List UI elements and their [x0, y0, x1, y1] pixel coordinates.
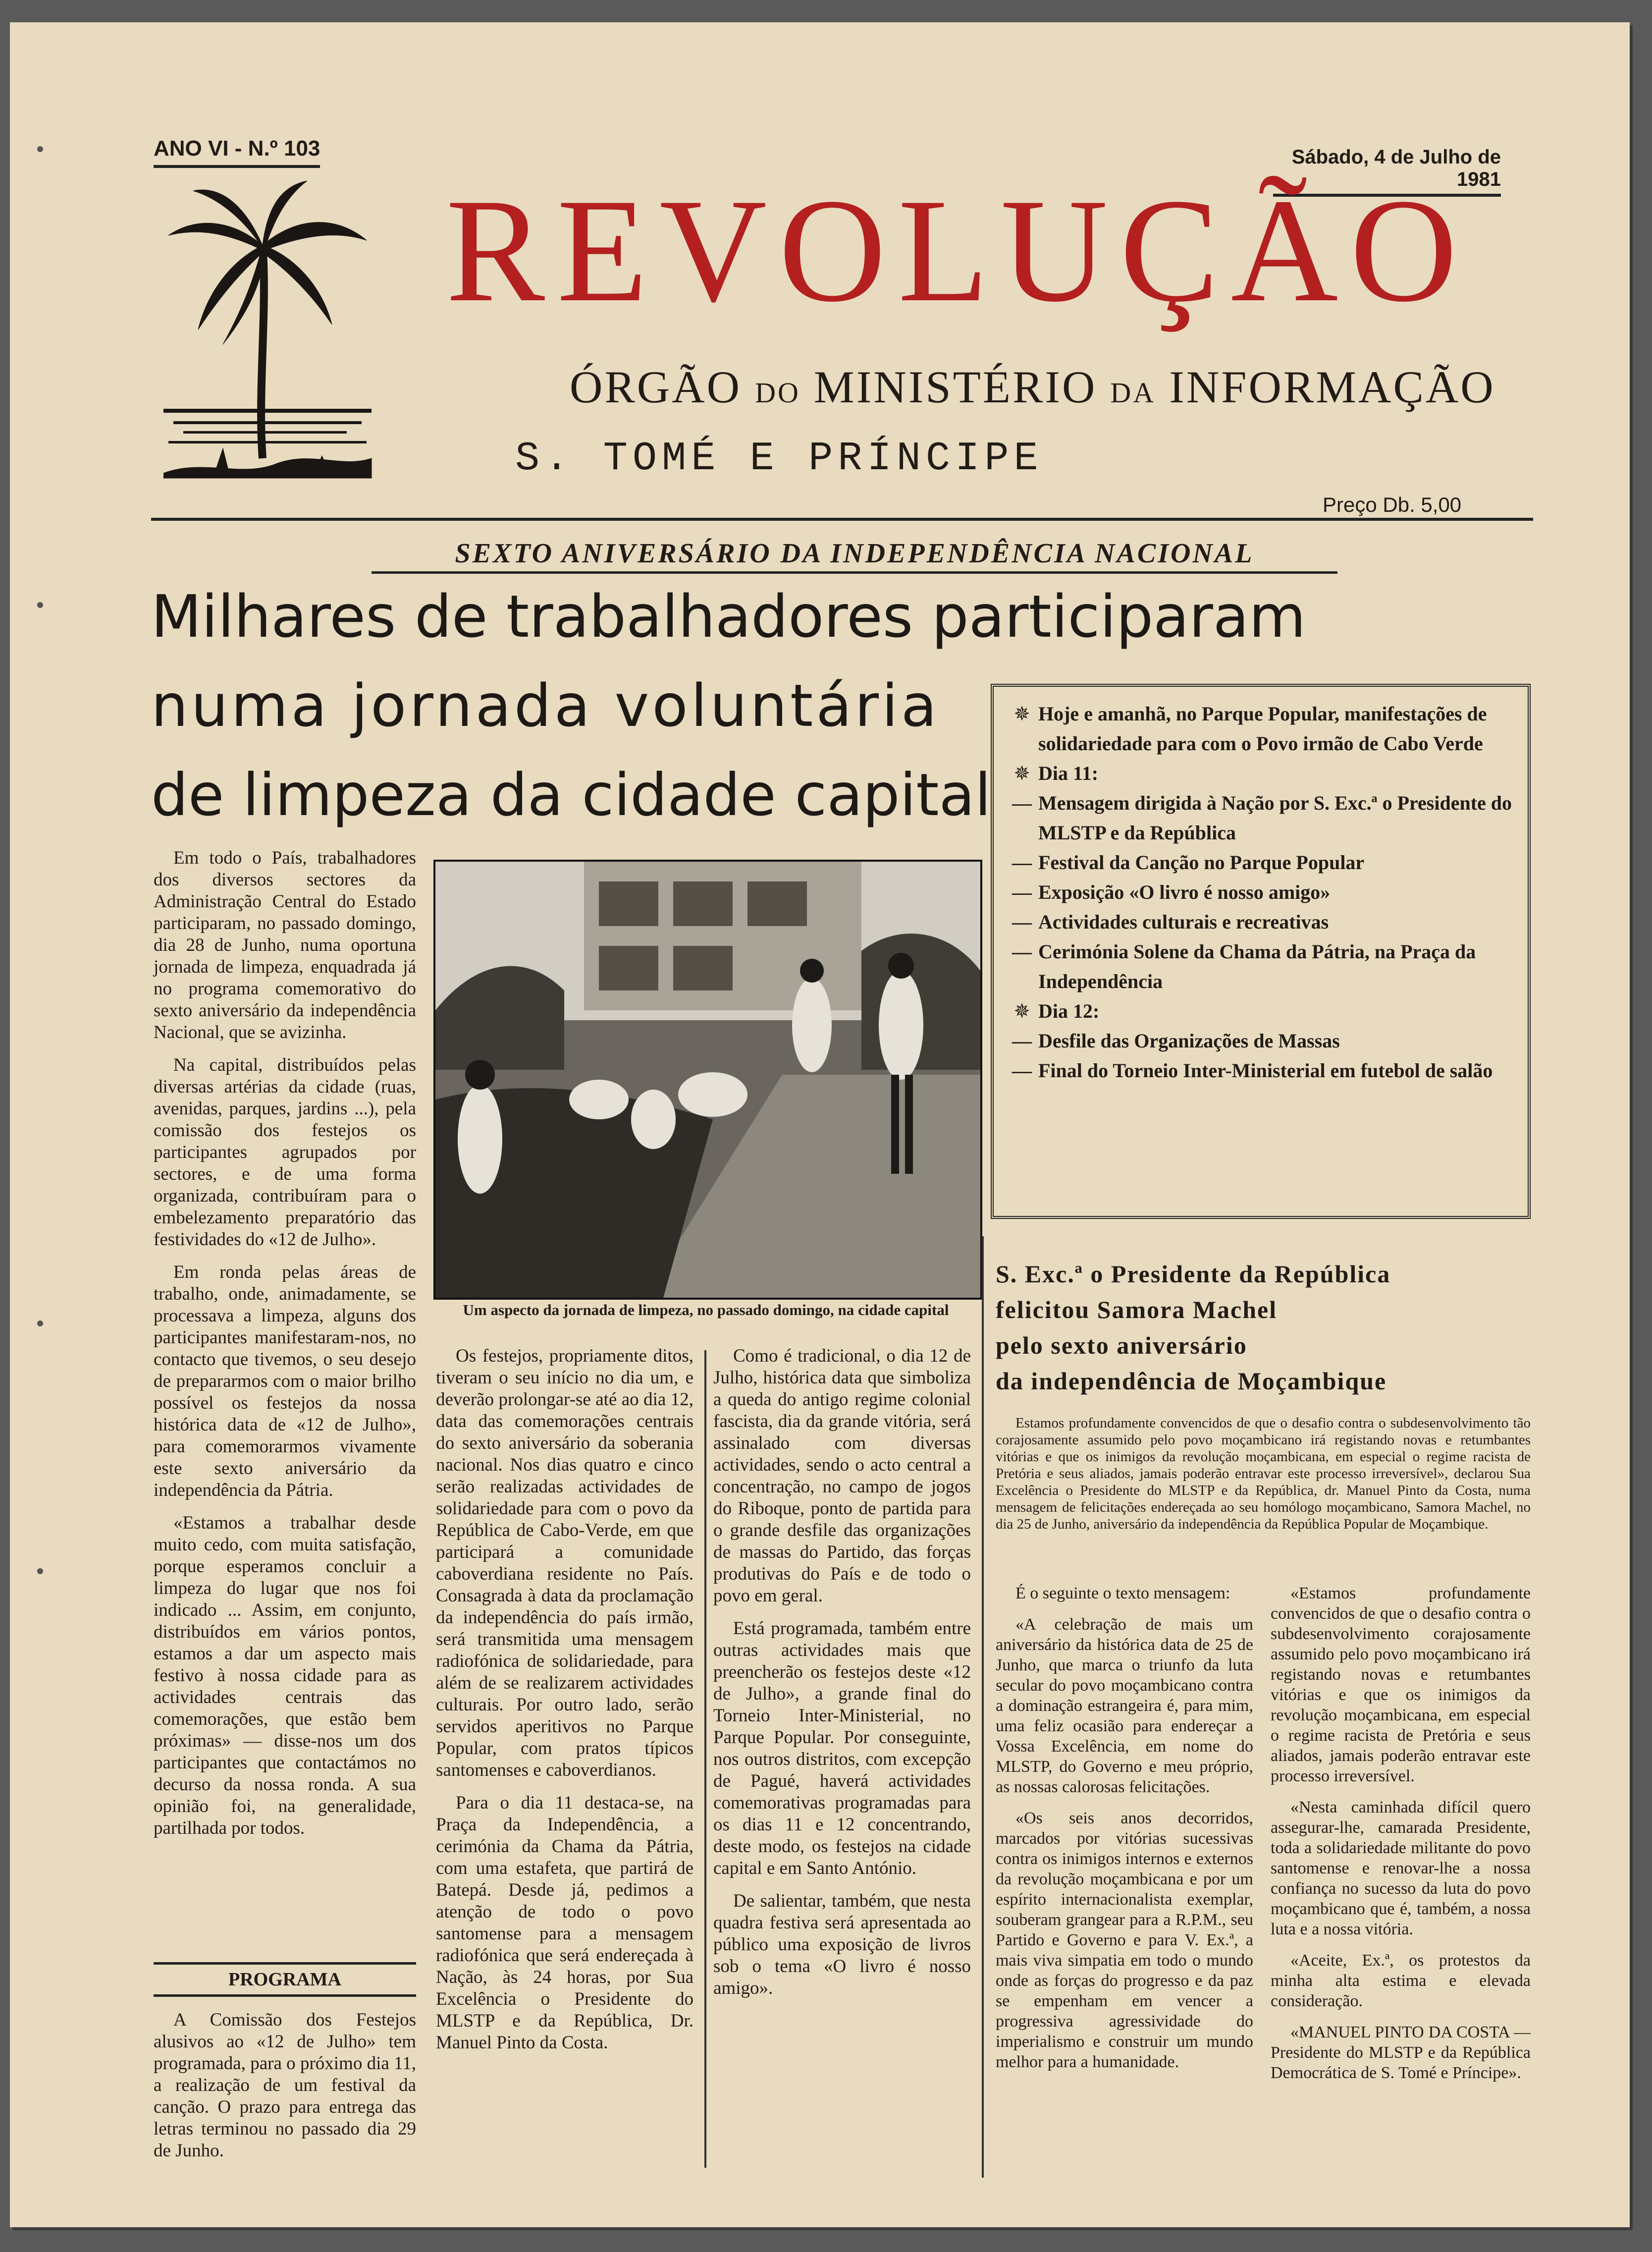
article-paragraph: «Nesta caminhada difícil quero assegurar-lhe, camarada Presidente, toda a solidariedade militante do povo santomense e renovar-lhe a nossa confiança no sucesso da luta do povo moçambicano que é, também, a nossa luta e a nossa vitória.	[1271, 1798, 1531, 1938]
article-column	[713, 1345, 971, 2010]
dash-bullet-icon: —	[1012, 1030, 1032, 1052]
program-item	[1009, 699, 1513, 759]
headline-line: da independência de Moçambique	[996, 1367, 1387, 1395]
article-column	[436, 1345, 693, 2065]
program-box	[991, 684, 1531, 1219]
article-paragraph: Está programada, também entre outras actividades mais que preencherão os festejos deste «12 de Julho», a grande final do Torneio Inter-Ministerial, no Parque Popular. Por conseguinte, nos outros distritos, com excepção de Pagué, haverá actividades comemorativas programadas para os dias 11 e 12 concentrando, deste modo, os festejos na cidade capital e em Santo António.	[713, 1618, 971, 1878]
article-paragraph: «A celebração de mais um aniversário da histórica data de 25 de Junho, que marca o triunfo da luta secular do povo moçambicano contra a dominação estrangeira é, para mim, uma feliz ocasião para endereçar a Vossa Excelência, em nome do MLSTP, do Governo e meu próprio, as nossas calorosas felicitações.	[996, 1615, 1253, 1796]
article-paragraph: «Estamos a trabalhar desde muito cedo, com muita satisfação, porque esperamos concluir a limpeza do lugar que nos foi indicado ... Assim, em conjunto, distribuídos em vários pontos, estamos a dar um aspecto mais festivo à nossa cidade para as actividades centrais das comemorações, que estão bem próximas» — disse-nos um dos participantes que contactámos no decurso da nossa ronda. A sua opinião foi, na generalidade, partilhada por todos.	[154, 1513, 416, 1838]
article-paragraph: Como é tradicional, o dia 12 de Julho, histórica data que simboliza a queda do antigo regime colonial fascista, dia da grande vitória, será assinalado com diversas actividades, sendo o acto central a concentração, no campo de jogos do Riboque, ponto de partida para o grande desfile das organizações de massas do Partido, das forças produtivas do País e de todo o povo em geral.	[713, 1346, 971, 1606]
program-item	[1009, 1056, 1513, 1086]
program-item-text: Actividades culturais e recreativas	[1038, 911, 1329, 933]
publisher-word: INFORMAÇÃO	[1169, 362, 1495, 412]
column-rule	[704, 1350, 706, 2168]
star-bullet-icon: ✵	[1013, 1000, 1030, 1022]
article-paragraph: Em ronda pelas áreas de trabalho, onde, animadamente, se processava a limpeza, alguns dos participantes manifestaram-nos, no contacto que tivemos, o seu desejo de prepararmos com o maior brilho possível os festejos da nossa histórica data de «12 de Julho», para comemorarmos vivamente este sexto aniversário da independência da Pátria.	[154, 1262, 416, 1500]
article-paragraph: «Aceite, Ex.ª, os protestos da minha alta estima e elevada consideração.	[1271, 1951, 1531, 2010]
photo-illustration	[435, 862, 980, 1298]
dash-bullet-icon: —	[1012, 792, 1032, 814]
program-item	[1009, 878, 1513, 907]
publisher-line	[570, 364, 1495, 410]
article-column	[154, 847, 416, 1850]
column-rule	[982, 1236, 984, 2178]
article-paragraph: Na capital, distribuídos pelas diversas artérias da cidade (ruas, avenidas, parques, jardins ...), pela comissão dos festejos os participantes agrupados por sectores, e de uma forma organizada, contribuíram para o embelezamento preparatório das festividades do «12 de Julho».	[154, 1055, 416, 1250]
program-item-text: Desfile das Organizações de Massas	[1038, 1030, 1340, 1052]
article-paragraph: A Comissão dos Festejos alusivos ao «12 de Julho» tem programada, para o próximo dia 11, a realização de um festival da canção. O prazo para entrega das letras terminou no passado dia 29 de Junho.	[154, 2010, 416, 2161]
newspaper-page	[10, 22, 1630, 2227]
program-item	[1009, 788, 1513, 848]
article-paragraph: De salientar, também, que nesta quadra festiva será apresentada ao público uma exposição de livros sob o tema «O livro é nosso amigo».	[713, 1891, 971, 1998]
program-heading: PROGRAMA	[154, 1962, 416, 1997]
margin-dot	[37, 1320, 43, 1326]
photo-caption: Um aspecto da jornada de limpeza, no passado domingo, na cidade capital	[463, 1301, 949, 1318]
star-bullet-icon: ✵	[1013, 703, 1030, 725]
program-item-text: Festival da Canção no Parque Popular	[1038, 851, 1365, 874]
article-paragraph: Para o dia 11 destaca-se, na Praça da Independência, a cerimónia da Chama da Pátria, com uma estafeta, que partirá de Batepá. Desde já, pedimos a atenção de todo o povo santomense para a mensagem radiofónica que será endereçada à Nação, às 24 horas, por Sua Excelência o Presidente do MLSTP e da República, Dr. Manuel Pinto da Costa.	[436, 1793, 693, 2053]
dash-bullet-icon: —	[1012, 851, 1032, 874]
side-headline	[996, 1256, 1531, 1399]
headline-line: Milhares de trabalhadores participaram	[151, 582, 1306, 651]
headline-line: numa jornada voluntária	[151, 671, 940, 740]
margin-dot	[37, 1568, 43, 1574]
article-paragraph: Os festejos, propriamente ditos, tiveram o seu início no dia um, e deverão prolongar-se até ao dia 12, data das comemorações centrais do sexto aniversário da soberania nacional. Nos dias quatro e cinco serão realizadas actividades de solidariedade para com o povo da República de Cabo-Verde, em que participará a comunidade caboverdiana residente no País. Consagrada à data da proclamação da independência do país irmão, será transmitida uma mensagem radiofónica de solidariedade, para além de se realizarem actividades culturais. Por outro lado, serão servidos aperitivos no Parque Popular, com pratos típicos santomenses e caboverdianos.	[436, 1346, 693, 1780]
dash-bullet-icon: —	[1012, 911, 1032, 933]
headline-line: de limpeza da cidade capital	[151, 761, 991, 829]
program-item-text: Mensagem dirigida à Nação por S. Exc.ª o Presidente do MLSTP e da República	[1038, 792, 1512, 844]
program-item	[1009, 759, 1513, 788]
article-paragraph: É o seguinte o texto mensagem:	[1015, 1584, 1230, 1602]
dash-bullet-icon: —	[1012, 940, 1032, 963]
program-item	[1009, 1026, 1513, 1056]
program-item	[1009, 996, 1513, 1026]
headline-line: pelo sexto aniversário	[996, 1331, 1247, 1359]
program-item-text: Cerimónia Solene da Chama da Pátria, na Praça da Independência	[1038, 940, 1476, 992]
margin-dot	[37, 602, 43, 608]
headline-line: S. Exc.ª o Presidente da República	[996, 1260, 1391, 1288]
article-paragraph: «MANUEL PINTO DA COSTA — Presidente do MLSTP e da República Democrática de S. Tomé e Príncipe».	[1271, 2023, 1531, 2082]
article-paragraph: Estamos profundamente convencidos de que o desafio contra o subdesenvolvimento tão corajosamente assumido pelo povo moçambicano irá registando novas e retumbantes vitórias e que os inimigos da revolução moçambicana, em especial o regime racista de Pretória e seus aliados, jamais poderão entravar este processo irreversível», declarou Sua Excelência o Presidente do MLSTP e da República, dr. Manuel Pinto da Costa, numa mensagem de felicitações endereçada ao seu homólogo moçambicano, Samora Machel, no dia 25 de Junho, aniversário da independência da República Popular de Moçambique.	[996, 1415, 1531, 1532]
article-column	[1271, 1583, 1531, 2094]
program-item-text: Dia 11:	[1038, 762, 1099, 784]
program-column	[154, 2009, 416, 2173]
price: Preço Db. 5,00	[1323, 493, 1462, 516]
publisher-word: ÓRGÃO	[570, 362, 742, 412]
publisher-word: DA	[1110, 377, 1156, 409]
publisher-word: DO	[755, 377, 800, 409]
masthead-rule	[151, 518, 1533, 521]
side-lead	[996, 1415, 1531, 1543]
dash-bullet-icon: —	[1012, 881, 1032, 903]
program-item-text: Final do Torneio Inter-Ministerial em futebol de salão	[1038, 1059, 1493, 1082]
country-line: S. TOMÉ E PRÍNCIPE	[515, 436, 1043, 482]
publisher-word: MINISTÉRIO	[813, 362, 1097, 412]
article-photo	[433, 860, 982, 1300]
issue-number: ANO VI - N.º 103	[154, 136, 320, 168]
palm-tree-logo	[163, 181, 376, 498]
article-paragraph: «Estamos profundamente convencidos de que o desafio contra o subdesenvolvimento corajosamente assumido pelo povo moçambicano irá registando novas e retumbantes vitórias e que os inimigos da revolução moçambicana, em especial o regime racista de Pretória e seus aliados, jamais poderão entravar este processo irreversível.	[1271, 1584, 1531, 1785]
article-column	[996, 1583, 1253, 2083]
dash-bullet-icon: —	[1012, 1059, 1032, 1082]
newspaper-title: REVOLUÇÃO	[446, 168, 1469, 332]
program-item	[1009, 907, 1513, 937]
section-supertitle: SEXTO ANIVERSÁRIO DA INDEPENDÊNCIA NACIONAL	[372, 538, 1337, 574]
headline-line: felicitou Samora Machel	[996, 1296, 1278, 1323]
program-item-text: Hoje e amanhã, no Parque Popular, manifestações de solidariedade para com o Povo irmão de Cabo Verde	[1038, 703, 1487, 755]
program-item	[1009, 848, 1513, 878]
article-paragraph: Em todo o País, trabalhadores dos diversos sectores da Administração Central do Estado participaram, no passado domingo, dia 28 de Junho, numa oportuna jornada de limpeza, enquadrada já no programa comemorativo do sexto aniversário da independência Nacional, que se avizinha.	[154, 848, 416, 1043]
program-item	[1009, 937, 1513, 996]
issue-date: Sábado, 4 de Julho de 1981	[1273, 146, 1501, 197]
margin-dot	[37, 146, 43, 152]
star-bullet-icon: ✵	[1013, 762, 1030, 784]
program-item-text: Dia 12:	[1038, 1000, 1100, 1022]
article-paragraph: «Os seis anos decorridos, marcados por vitórias sucessivas contra os inimigos internos e externos da revolução moçambicana e por um espírito internacionalista exemplar, souberam grangear para a R.P.M., seu Partido e Governo e para V. Ex.ª, a mais viva simpatia em todo o mundo onde as forças do progresso e da paz se empenham em vencer a progressiva agressividade do imperialismo e construir um mundo melhor para a humanidade.	[996, 1809, 1253, 2071]
program-item-text: Exposição «O livro é nosso amigo»	[1038, 881, 1331, 903]
